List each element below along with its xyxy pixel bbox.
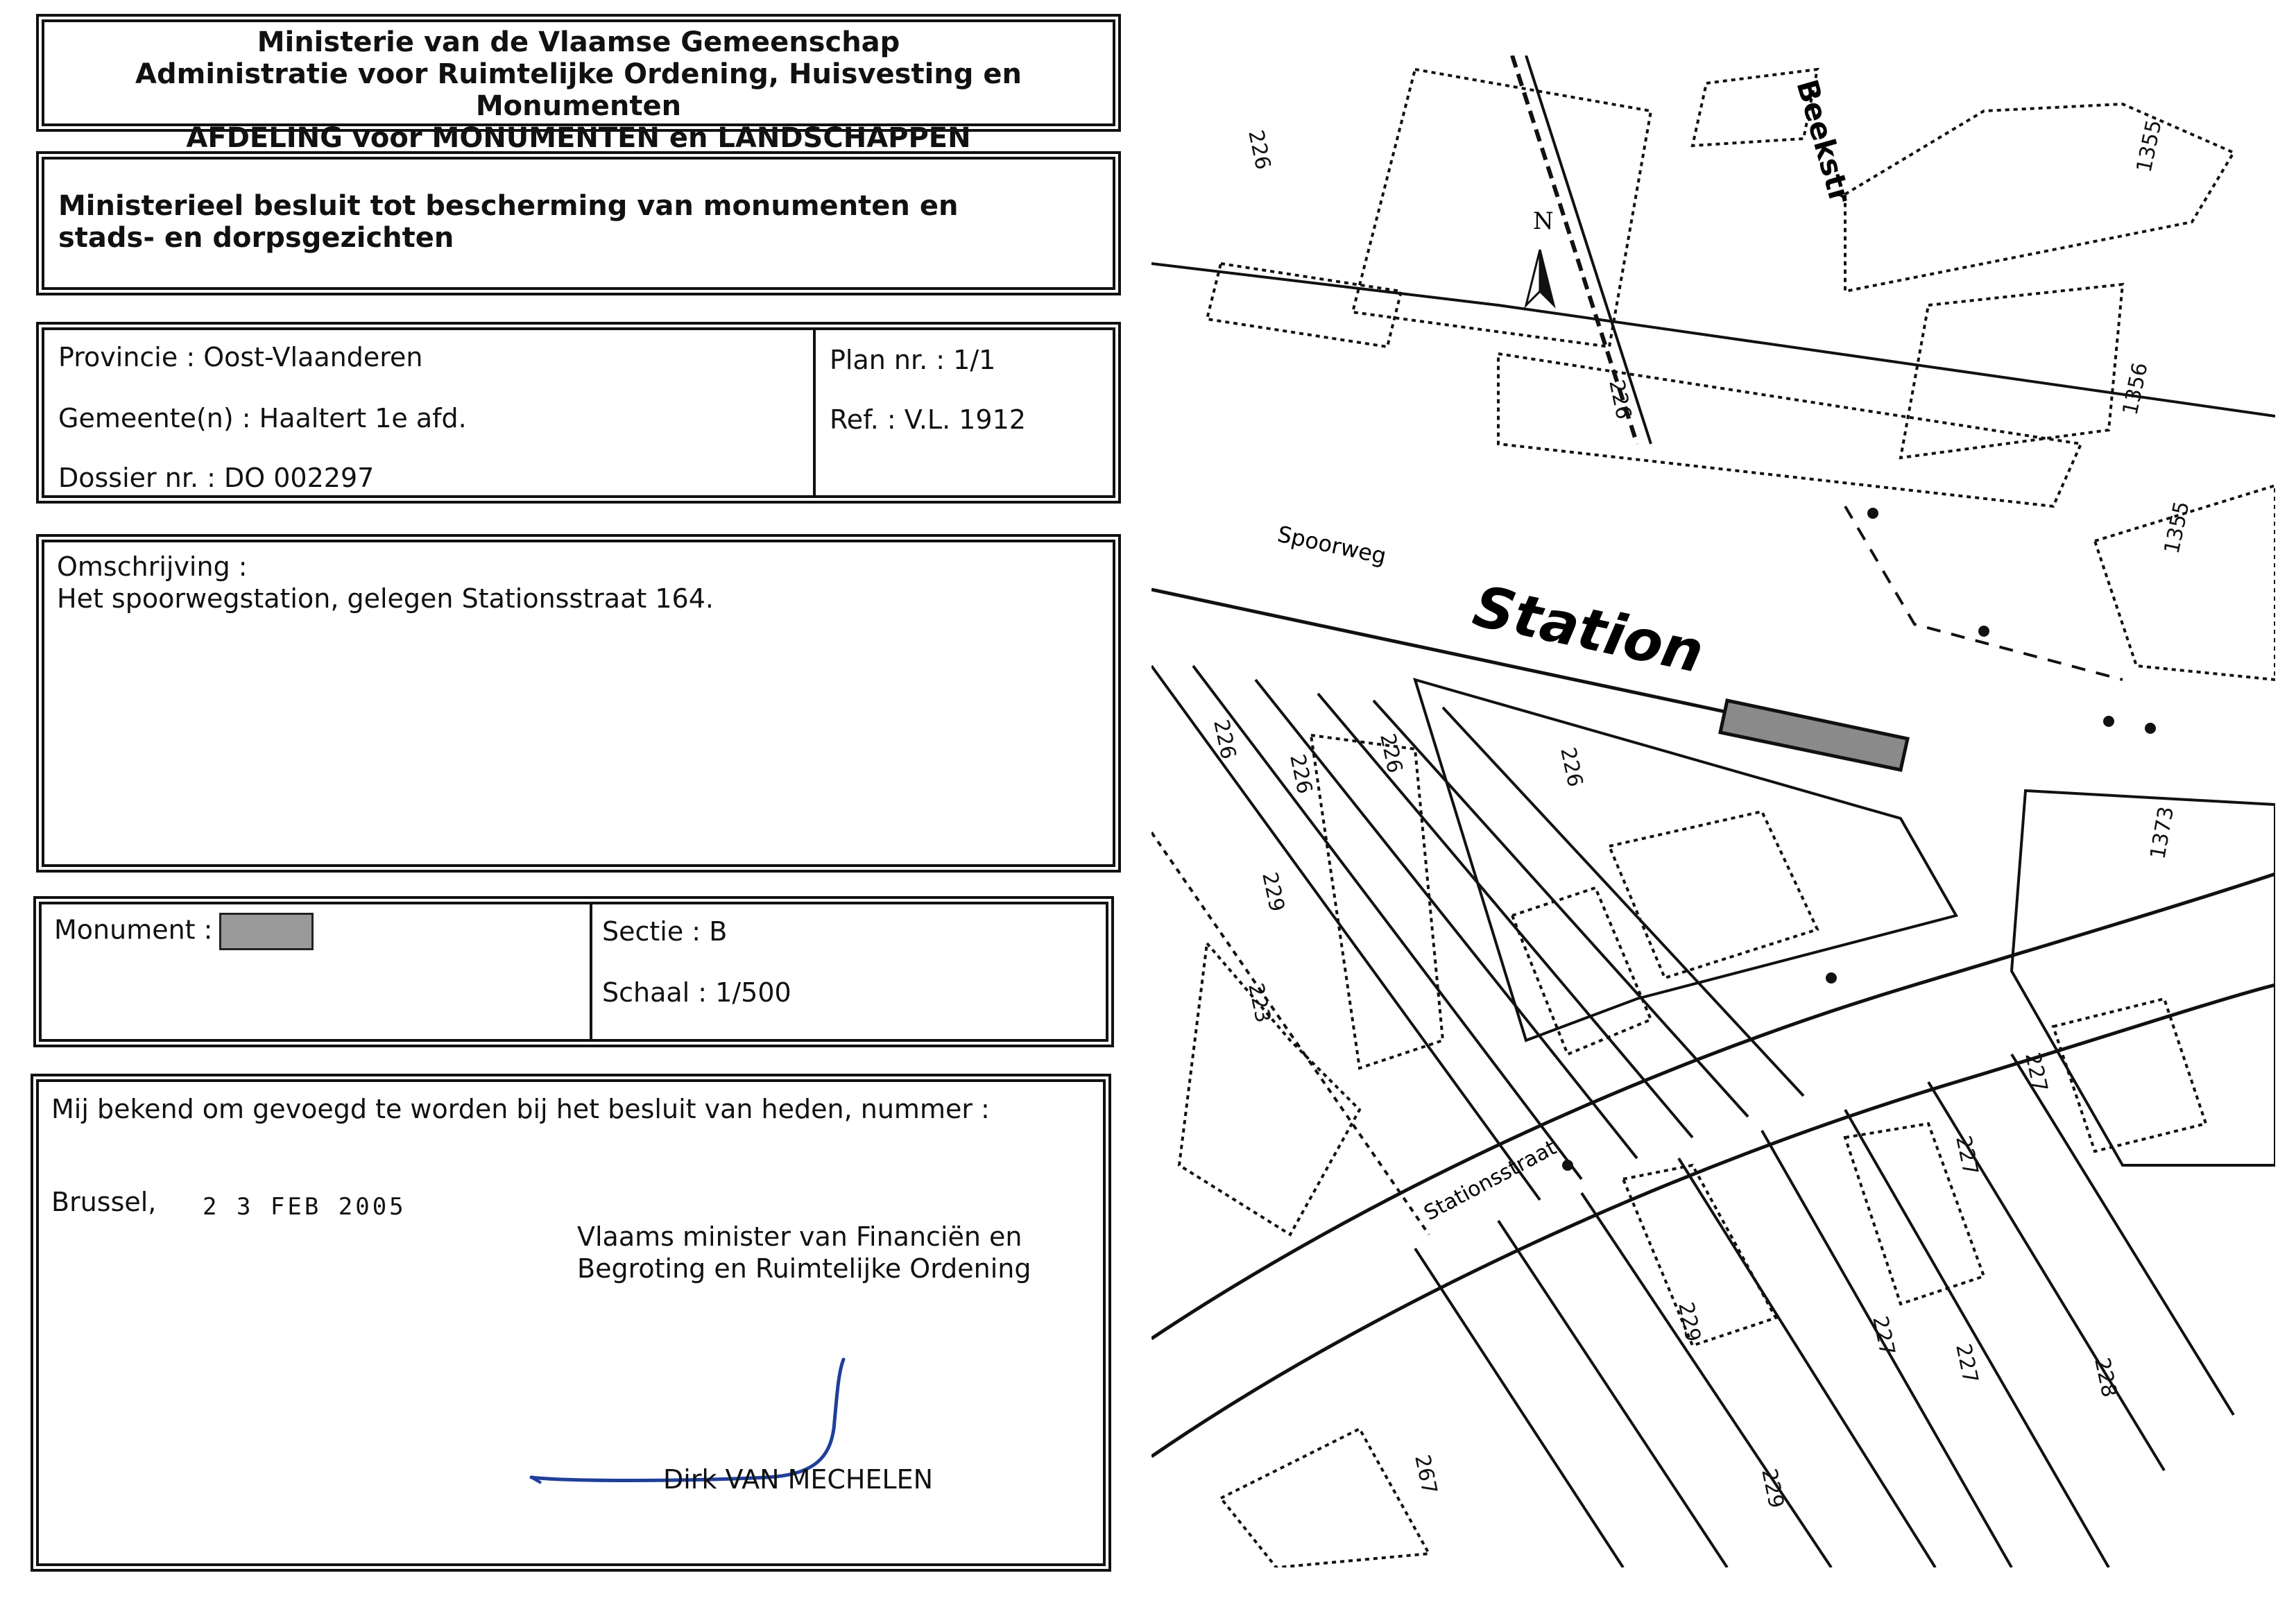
sectie-field: Sectie : B (602, 916, 728, 947)
info-divider (813, 330, 816, 495)
decree-box (42, 157, 1115, 290)
parcel-number: 227 (2020, 1050, 2053, 1094)
description-text: Het spoorwegstation, gelegen Stationsstraat 164. (57, 583, 714, 614)
dossier-field: Dossier nr. : DO 002297 (58, 463, 375, 493)
stationsstraat-label: Stationsstraat (1420, 1135, 1561, 1226)
north-label: N (1533, 207, 1554, 235)
ministry-title: Ministerie van de Vlaamse Gemeenschap (257, 26, 900, 58)
parcel-number: 226 (1285, 752, 1317, 796)
parcel-number: 229 (1673, 1300, 1706, 1344)
department-title: AFDELING voor MONUMENTEN en LANDSCHAPPEN (186, 122, 971, 154)
parcel-number: 226 (1208, 717, 1241, 762)
parcel-number: 228 (2089, 1355, 2122, 1400)
minister-role-2: Begroting en Ruimtelijke Ordening (577, 1253, 1031, 1284)
signature-box (36, 1079, 1106, 1566)
monument-divider (590, 904, 592, 1039)
plan-field: Plan nr. : 1/1 (830, 345, 996, 375)
gemeente-field: Gemeente(n) : Haaltert 1e afd. (58, 403, 467, 433)
parcel-number: 227 (1867, 1314, 1900, 1358)
monument-legend-swatch (219, 913, 314, 950)
signature-place: Brussel, (51, 1187, 157, 1217)
parcel-number: 229 (1756, 1466, 1789, 1511)
beekstraat-label: Beekstr (1790, 76, 1858, 207)
administration-title: Administratie voor Ruimtelijke Ordening, Huisvesting en Monumenten (135, 58, 1022, 122)
header-box (42, 19, 1115, 154)
provincie-field: Provincie : Oost-Vlaanderen (58, 342, 423, 372)
parcel-number: 1355 (2132, 117, 2167, 175)
description-box (42, 540, 1115, 867)
parcel-number: 1356 (2118, 360, 2153, 418)
railway-label: Spoorweg (1275, 520, 1389, 569)
parcel-number: 223 (1243, 981, 1276, 1025)
description-label: Omschrijving : (57, 551, 248, 582)
date-stamp: 2 3 FEB 2005 (203, 1193, 406, 1221)
minister-role-1: Vlaams minister van Financiën en (577, 1221, 1022, 1252)
signature-intro: Mij bekend om gevoegd te worden bij het besluit van heden, nummer : (51, 1094, 990, 1124)
parcel-number: 229 (1257, 870, 1290, 914)
parcel-number: 226 (1604, 377, 1636, 422)
parcel-number: 267 (1410, 1452, 1442, 1497)
minister-name: Dirk VAN MECHELEN (663, 1464, 934, 1495)
parcel-number: 226 (1243, 128, 1276, 172)
parcel-number: 226 (1375, 731, 1407, 775)
ref-field: Ref. : V.L. 1912 (830, 404, 1026, 435)
parcel-number: 227 (1951, 1133, 1983, 1178)
cadastral-map (1151, 55, 2275, 1568)
parcel-number: 1373 (2145, 805, 2179, 861)
decree-title: Ministerieel besluit tot bescherming van monumenten en stads- en dorpsgezichten (58, 190, 959, 254)
parcel-number: 1355 (2159, 499, 2195, 556)
info-box (42, 327, 1115, 498)
parcel-number: 226 (1555, 745, 1588, 789)
parcel-number: 227 (1951, 1341, 1983, 1386)
schaal-field: Schaal : 1/500 (602, 977, 791, 1008)
station-label: Station (1467, 573, 1709, 687)
monument-box (39, 902, 1108, 1042)
monument-label (54, 913, 314, 950)
monument-label-text: Monument : (54, 914, 213, 945)
